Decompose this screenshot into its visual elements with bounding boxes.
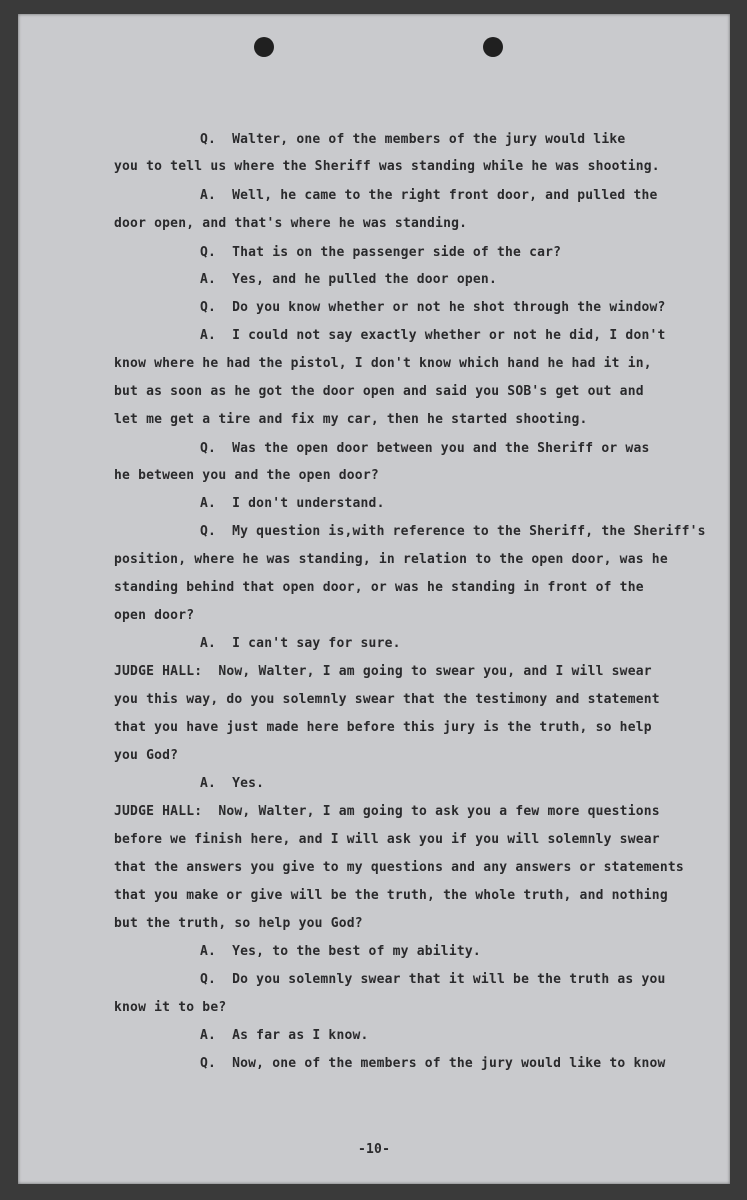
transcript-line: Q. That is on the passenger side of the car? [200,245,562,260]
transcript-line: Q. Was the open door between you and the Sheriff or was [200,441,650,456]
transcript-line: JUDGE HALL: Now, Walter, I am going to ask you a few more questions [114,804,660,819]
page-number: -10- [358,1142,391,1157]
transcript-line: that you have just made here before this jury is the truth, so help [114,720,652,735]
transcript-line: know where he had the pistol, I don't know which hand he had it in, [114,356,652,371]
transcript-line: let me get a tire and fix my car, then he started shooting. [114,412,588,427]
transcript-line: A. I can't say for sure. [200,636,401,651]
transcript-line: standing behind that open door, or was he standing in front of the [114,580,644,595]
transcript-line: A. I could not say exactly whether or not he did, I don't [200,328,666,343]
transcript-line: he between you and the open door? [114,468,379,483]
transcript-line: Q. My question is,with reference to the Sheriff, the Sheriff's [200,524,706,539]
transcript-line: Q. Do you solemnly swear that it will be the truth as you [200,972,666,987]
transcript-line: before we finish here, and I will ask you if you will solemnly swear [114,832,660,847]
transcript-line: you God? [114,748,179,763]
transcript-line: A. Yes, and he pulled the door open. [200,272,497,287]
transcript-line: A. I don't understand. [200,496,385,511]
transcript-line: A. As far as I know. [200,1028,369,1043]
transcript-line: A. Yes. [200,776,265,791]
transcript-line: you this way, do you solemnly swear that the testimony and statement [114,692,660,707]
document-page [18,14,730,1184]
transcript-line: position, where he was standing, in relation to the open door, was he [114,552,668,567]
transcript-line: open door? [114,608,195,623]
transcript-line: know it to be? [114,1000,227,1015]
transcript-line: Q. Do you know whether or not he shot through the window? [200,300,666,315]
transcript-line: that the answers you give to my questions and any answers or statements [114,860,684,875]
transcript-line: door open, and that's where he was standing. [114,216,468,231]
transcript-text [18,14,730,1184]
transcript-line: JUDGE HALL: Now, Walter, I am going to swear you, and I will swear [114,664,652,679]
transcript-line: you to tell us where the Sheriff was standing while he was shooting. [114,159,660,174]
transcript-line: but the truth, so help you God? [114,916,363,931]
transcript-line: Q. Walter, one of the members of the jury would like [200,132,626,147]
transcript-line: but as soon as he got the door open and said you SOB's get out and [114,384,644,399]
transcript-line: that you make or give will be the truth, the whole truth, and nothing [114,888,668,903]
transcript-line: A. Yes, to the best of my ability. [200,944,481,959]
transcript-line: A. Well, he came to the right front door, and pulled the [200,188,658,203]
transcript-line: Q. Now, one of the members of the jury would like to know [200,1056,666,1071]
